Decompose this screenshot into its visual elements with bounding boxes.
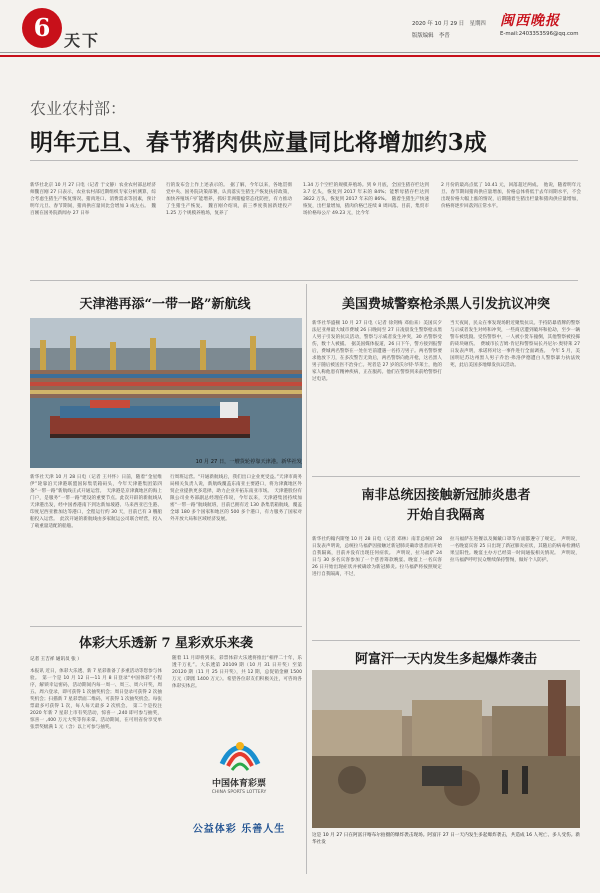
editor-email: E-mail:2403353596@qq.com (500, 31, 579, 37)
us-protest-rule (312, 476, 580, 477)
port-photo-illustration (30, 318, 302, 468)
header-rule (0, 52, 600, 53)
south-africa-rule (312, 640, 580, 641)
lottery-title: 体彩大乐透新 7 星彩欢乐来袭 (78, 636, 254, 651)
lead-headline: 明年元旦、春节猪肉供应量同比将增加约3成 (30, 129, 488, 156)
editor-line: 版版编辑 李普 (412, 33, 450, 39)
south-africa-title-line-1: 南非总统因接触新冠肺炎患者 (361, 488, 531, 503)
us-protest-title: 美国费城警察枪杀黑人引发抗议冲突 (341, 297, 550, 312)
tianjin-title: 天津港再添“一带一路”新航线 (79, 297, 251, 312)
south-africa-col-1: 新华社约翰内斯堡 10 月 28 日电（记者 邓林）南非总统府 28 日发表声明说，总统拉马福萨因接触过新冠肺炎确诊患者而开始自我隔离，目前并没有出现任何症状。 声明说，拉马福萨 24 日与 30 多名宾客参加了一个慈善筹款晚宴。晚宴上一名宾客 26 日开始出现症状并被确诊为新冠肺炎。拉马福萨将按照规定进行自我隔离，不过， (312, 537, 442, 577)
lead-rule-bottom (30, 280, 578, 281)
blast-scene-illustration (312, 670, 580, 828)
afghan-caption: 这是 10 月 27 日在阿富汗喀布尔拍摄的爆炸袭击现场。阿富汗 27 日一天内发生多起爆炸袭击，共造成 16 人死亡、多人受伤。新华社发 (312, 833, 580, 845)
afghan-title: 阿富汗一天内发生多起爆炸袭击 (354, 652, 537, 667)
lottery-logo-icon (210, 734, 270, 774)
afghan-photo (312, 670, 580, 828)
lottery-slogan: 公益体彩 乐善人生 (192, 824, 286, 835)
lottery-logo-text: 中国体育彩票 (211, 779, 266, 789)
lead-rule-top (30, 160, 578, 161)
south-africa-title-line-2: 开始自我隔离 (406, 508, 485, 523)
tianjin-photo (30, 318, 302, 468)
lottery-col-1: 本报讯 近日，体彩大乐透、新 7 星彩准备了多重活动等您参与体验。 第一个是 10 月 12 日—11 月 8 日登录“中国体彩”小程序，解锁幸运密码，活动期间内每一周一、周三、周六开奖，周五、周六登录，即可获得 1 次抽奖机会；周日登录可获得 2 次抽奖机会；扫描新 7 星彩票面二维码，可获得 1 次抽奖机会。每张票最多可获得 1 次，每人每天最多 2 次机会。 第二个是投注 2020 年新 7 星彩上市有奖活动，惊喜一 ,240 即可参与抽奖，惊喜一 ,400 万元大奖等你来拿。活动期间，在可用省份享受单张票奖级满 1 元（含）以上可参与抽奖。 (30, 669, 162, 730)
lottery-col-2: 随着 11 月即将到来，彩票体彩大乐透将推出“相伴二十年，乐透千万礼”。大乐透第 20109 期（10 月 31 日开奖）至第 20120 期（11 月 25 日开奖），共 12 期，总促销金额 1500 万元（期派 1400 万元）。希望各位彩友们积极关注，可咨询各体彩实体店。 (172, 656, 302, 689)
south-africa-col-2: 拉马福萨在进餐以及佩戴口罩等方面都遵守了规定。 声明说，一名晚宴宾客 25 日出现了新冠肺炎症状，其随后的病毒检测结果呈阳性。晚宴主办方已经第一时间通报相关情况。 声明说，拉马福萨呼吁民众继续保持警惕，做好个人防护。 (450, 537, 580, 563)
lead-col-2: 行的发布会上作上述表示的。 据了解，今年以来，各地贯彻党中央、国务院决策部署，认真落实生猪生产恢复扶持政策，加快养殖场户扩能增养，抓好非洲猪瘟常态化防控，有力推动了生猪生产恢复。 魏百刚介绍说，前三季度我国新建投产 1.25 万个规模养殖场，复养了 (166, 183, 292, 216)
us-protest-col-2: 当天夜间，民众在事发现场附近聚集抗议。手持防暴盾牌的警察与示威者发生对峙和冲突，一些商店遭到破坏和抢劫，至少一辆警车被烧毁。受伤警察中，一人被小货车撞倒，其他警察被投掷的砖块砸伤。 费城市长吉姆·肯尼和警察局长丹尼尔·奥特莱 27 日发表声明，承诺将对这一事件进行全面调查。 今年 5 月，美国明尼苏达州黑人男子乔治·弗洛伊德遭白人警察暴力执法致死，此后美国多地爆发抗议活动。 (450, 321, 580, 368)
lead-col-1: 新华社北京 10 月 27 日电（记者 于文静）农业农村部总经济师魏百刚 27 日表示，农业农村部近期组织专家分析测算，综合考虑生猪生产恢复情况、猪肉进口、消费需求等因素，预计明年元旦、春节期间，猪肉供应量同比会增加 3 成左右。 魏百刚在国务院新闻办 27 日举 (30, 183, 156, 216)
issue-date: 2020 年 10 月 29 日 星期四 (412, 21, 486, 27)
lottery-logo-english: CHINA SPORTS LOTTERY (211, 790, 267, 795)
tianjin-col-1: 新华社天津 10 月 28 日电（记者 王井怀）日前，随着“金星维伊”轮靠泊天津港联盟国际集装箱码头，今年天津港集团第四条“一带一路”新航线正式开通运营。 天津港是京津冀地区的海上门户，是服务“一带一路”建设的重要节点。此次开辟的新航线从天津港出发，经中国香港南下到达新加坡港、马来西亚巴生港、印度尼西亚雅加达等港口，全程运行约 30 天，目前已有 3 艘船舶投入运营。 此次开通的新航线由多家航运公司联合经营，投入了载重量适配的船舶。 (30, 475, 162, 529)
tianjin-caption: 10 月 27 日，一艘货轮停靠天津港。新华社发 (195, 459, 302, 465)
lead-col-3: 1.34 万个空栏的规模养殖场。到 9 月底，全国生猪存栏达到 3.7 亿头，恢复到 2017 年末的 84%；能繁母猪存栏达到 3822 万头，恢复到 2017 年末的 86%。 随着生猪生产快速恢复，出栏量增加，猪肉价格已连续 8 周回落。目前，集贸市场价格每公斤 49.23 元，比今年 (303, 183, 429, 216)
newspaper-logo: 闽西晚报 (500, 13, 560, 29)
section-name: 天下 (64, 31, 101, 50)
column-separator (306, 284, 307, 874)
lead-kicker: 农业农村部： (30, 99, 127, 118)
lottery-byline: 记者 王吉祥 通讯员 张 ） (30, 657, 82, 662)
header-accent-rule (0, 55, 600, 57)
page-number-badge: 6 (22, 8, 62, 48)
lead-col-4: 2 月份的最高点低了 10.41 元，回落超过两成。 他说，随着明年元旦、春节期间猪肉供应量增加，价格总体将低于去年同期水平，不会出现价格大幅上涨的情况，后期随着生猪出栏量和猪肉供应量增加，价格将逐步回落到正常水平。 (441, 183, 581, 209)
us-protest-col-1: 新华社华盛顿 10 月 27 日电（记者 徐剑梅 邓仙来）美国宾夕法尼亚州最大城市费城 26 日晚间至 27 日凌晨发生警察枪杀黑人男子引发的抗议活动，警察与示威者发生冲突，30 名警察受伤，数十人被捕。 据美国媒体报道，26 日下午，警方接到报警后，费城两名警察在一处住宅前遭遇一名持刀男子。两名警察要求他放下刀，在多次警告无效后，两名警察向他开枪，这名黑人男子随后被送医不治身亡。死者是 27 岁的沃尔特·华莱士，他的家人称他患有精神疾病，正在服药。他们在警察到来前给警察打过电话。 (312, 321, 442, 382)
lottery-rule (30, 626, 302, 627)
tianjin-col-2: 行周班运营。“开通新航线后，我们出口企业更受益。”天津市商务局相关负责人说，新航线覆盖东南亚主要港口，将为津冀地区外贸企业提供更多选择，助力企业开拓东南亚市场。 天津港股份有限公司业务部副总经理任伟说，今年以来，天津港集团持续加密“一带一路”航线航班，目前已拥有近 130 条集装箱航线，覆盖全球 180 多个国家和地区的 500 多个港口，有力服务了国家对外开放大局和区域经济发展。 (170, 475, 302, 522)
